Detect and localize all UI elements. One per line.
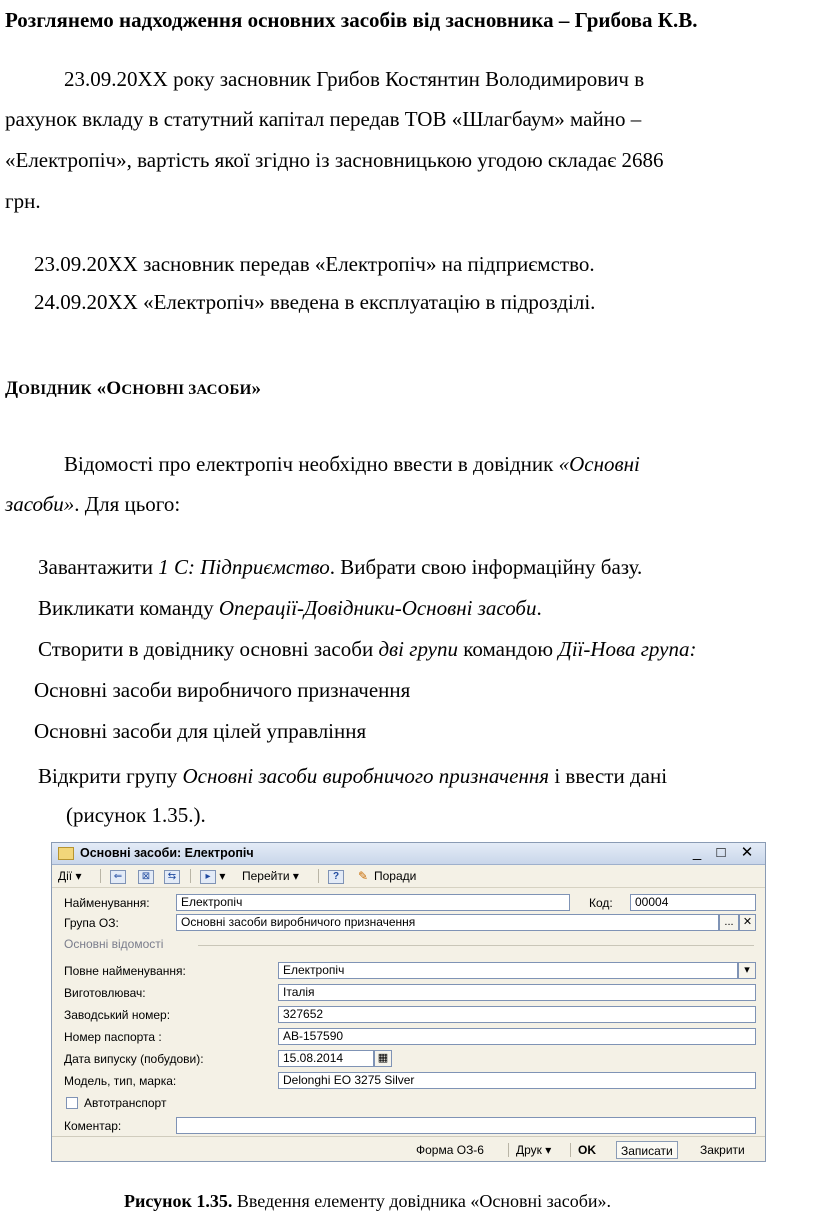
dialog-window <box>51 842 766 1162</box>
structure-icon[interactable]: ⇆ <box>164 867 180 885</box>
group-label: Група ОЗ: <box>64 916 119 930</box>
serial-input[interactable]: 327652 <box>278 1006 756 1023</box>
intro-line2: засоби». Для цього: <box>5 492 181 516</box>
passport-input[interactable]: АВ-157590 <box>278 1028 756 1045</box>
date-input[interactable]: 15.08.2014 <box>278 1050 374 1067</box>
dialog-footer <box>52 1136 765 1161</box>
window-title: Основні засоби: Електропіч <box>80 846 254 860</box>
code-input[interactable]: 00004 <box>630 894 756 911</box>
toolbar-divider <box>100 869 101 883</box>
close-window-button[interactable]: ✕ <box>740 844 754 861</box>
full-name-label: Повне найменування: <box>64 964 186 978</box>
minimize-button[interactable]: _ <box>692 844 702 861</box>
full-name-input[interactable]: Електропіч <box>278 962 738 979</box>
group-1: Основні засоби виробничого призначення <box>34 678 411 702</box>
close-button[interactable]: Закрити <box>700 1143 745 1157</box>
section-divider <box>198 945 754 946</box>
name-label: Найменування: <box>64 896 150 910</box>
step-4-ref: (рисунок 1.35.). <box>66 803 206 827</box>
date-label: Дата випуску (побудови): <box>64 1052 204 1066</box>
name-input[interactable]: Електропіч <box>176 894 570 911</box>
tips-button[interactable]: Поради <box>374 869 417 883</box>
chevron-down-icon[interactable]: ▾ <box>738 962 756 979</box>
create-based-icon[interactable]: ▸ ▾ <box>200 867 225 885</box>
model-input[interactable]: Delonghi EO 3275 Silver <box>278 1072 756 1089</box>
print-menu[interactable]: Друк ▾ <box>516 1143 552 1157</box>
figure-caption: Рисунок 1.35. Введення елементу довідника «Основні засоби». <box>124 1191 611 1211</box>
toolbar <box>52 865 765 888</box>
maximize-button[interactable]: □ <box>716 844 726 861</box>
tips-icon[interactable]: ✎ <box>358 869 369 883</box>
passport-label: Номер паспорта : <box>64 1030 162 1044</box>
help-button[interactable]: ? <box>328 867 344 885</box>
maker-label: Виготовлювач: <box>64 986 146 1000</box>
select-icon[interactable]: ⊠ <box>138 867 154 885</box>
group-select-button[interactable]: ... <box>719 914 739 931</box>
back-arrow-icon[interactable]: ⇐ <box>110 867 126 885</box>
actions-menu[interactable]: Дії ▾ <box>58 869 82 883</box>
para1-line1: 23.09.20ХХ року засновник Грибов Костянтин Володимирович в <box>64 67 645 91</box>
commission-line: 24.09.20ХХ «Електропіч» введена в експлуатацію в підрозділі. <box>34 290 596 314</box>
para1-line3: «Електропіч», вартість якої згідно із засновницькою угодою складає 2686 <box>5 148 664 172</box>
maker-input[interactable]: Італія <box>278 984 756 1001</box>
step-2: Викликати команду Операції-Довідники-Основні засоби. <box>38 596 542 620</box>
model-label: Модель, тип, марка: <box>64 1074 177 1088</box>
ok-button[interactable]: OK <box>578 1143 596 1157</box>
goto-menu[interactable]: Перейти ▾ <box>242 869 299 883</box>
title-bar <box>52 843 765 865</box>
para1-line2: рахунок вкладу в статутний капітал передав ТОВ «Шлагбаум» майно – <box>5 107 642 131</box>
toolbar-divider <box>318 869 319 883</box>
heading: Розглянемо надходження основних засобів від засновника – Грибова К.В. <box>5 8 698 32</box>
save-button[interactable]: Записати <box>616 1141 678 1159</box>
section-main-info: Основні відомості <box>64 937 164 951</box>
vehicle-label: Автотранспорт <box>84 1096 167 1110</box>
intro-line1: Відомості про електропіч необхідно ввести в довідник «Основні <box>64 452 640 476</box>
comment-label: Коментар: <box>64 1119 122 1133</box>
transfer-line: 23.09.20ХХ засновник передав «Електропіч» на підприємство. <box>34 252 595 276</box>
group-clear-icon[interactable]: ✕ <box>739 914 756 931</box>
step-3: Створити в довіднику основні засоби дві групи командою Дії-Нова група: <box>38 637 697 661</box>
step-4: Відкрити групу Основні засоби виробничого призначення і ввести дані <box>38 764 668 788</box>
code-label: Код: <box>589 896 613 910</box>
form-os6-button[interactable]: Форма ОЗ-6 <box>416 1143 484 1157</box>
footer-divider <box>508 1143 509 1157</box>
section-title: ДОВІДНИК «ОСНОВНІ ЗАСОБИ» <box>5 378 262 399</box>
vehicle-checkbox[interactable] <box>66 1097 78 1109</box>
group-input[interactable]: Основні засоби виробничого призначення <box>176 914 719 931</box>
group-2: Основні засоби для цілей управління <box>34 719 367 743</box>
serial-label: Заводський номер: <box>64 1008 171 1022</box>
toolbar-divider <box>190 869 191 883</box>
comment-input[interactable] <box>176 1117 756 1134</box>
calendar-icon[interactable]: ▦ <box>374 1050 392 1067</box>
footer-divider <box>570 1143 571 1157</box>
step-1: Завантажити 1 С: Підприємство. Вибрати свою інформаційну базу. <box>38 555 643 579</box>
para1-line4: грн. <box>5 189 41 213</box>
folder-icon <box>58 847 74 860</box>
